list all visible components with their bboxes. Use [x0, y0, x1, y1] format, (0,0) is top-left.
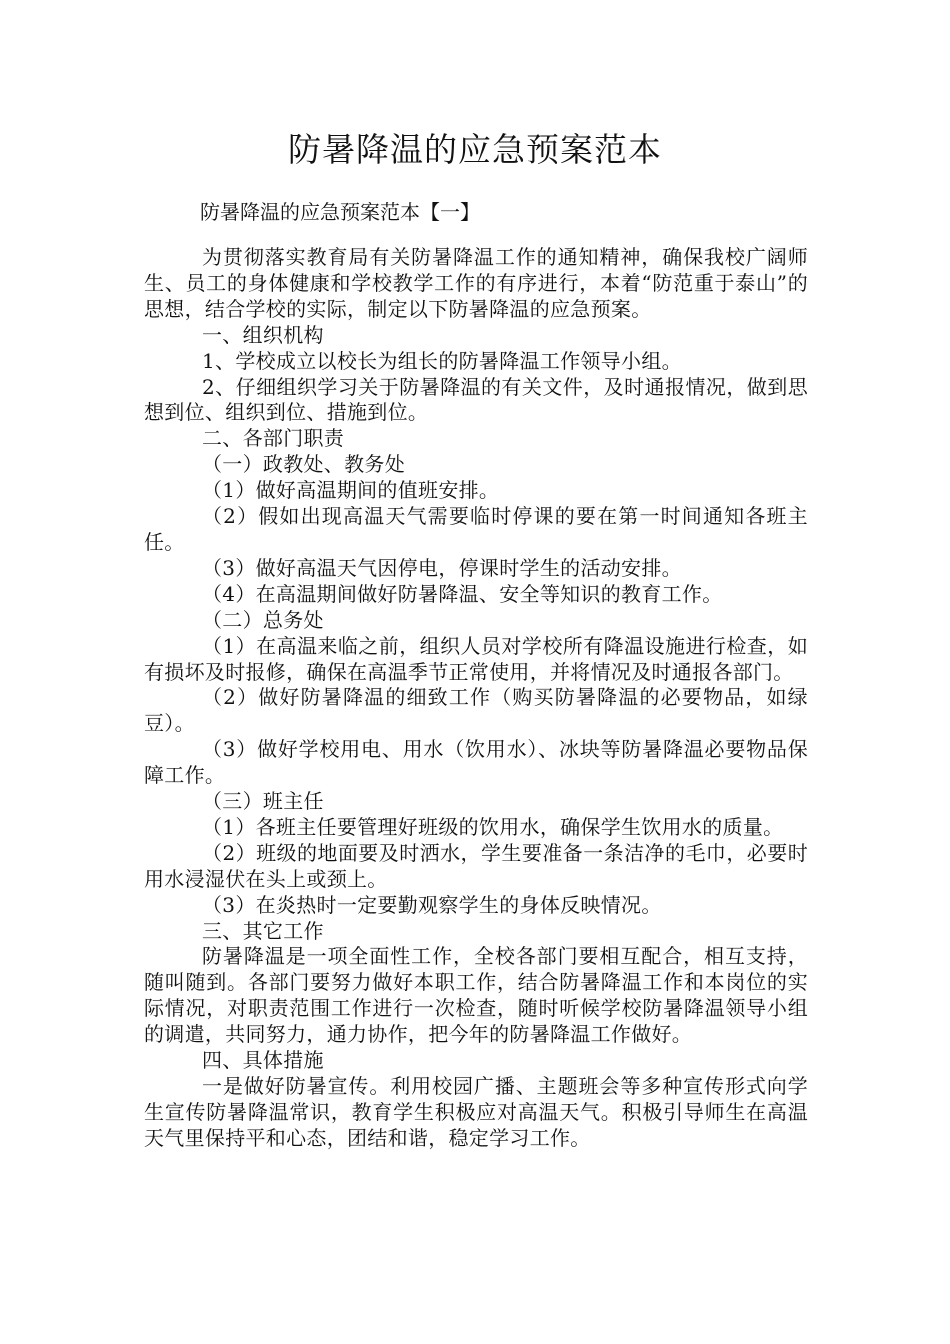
paragraph: 1、学校成立以校长为组长的防暑降温工作领导小组。: [202, 348, 682, 373]
paragraph: （1）各班主任要管理好班级的饮用水，确保学生饮用水的质量。: [202, 814, 784, 839]
subsection-heading: （二）总务处: [202, 607, 324, 632]
paragraph: （1）做好高温期间的值班安排。: [202, 478, 500, 503]
paragraph: 为贯彻落实教育局有关防暑降温工作的通知精神，确保我校广阔师生、员工的身体健康和学校教学工作的有序进行，本着“防范重于泰山”的思想，结合学校的实际，制定以下防暑降温的应急预案。: [144, 245, 808, 321]
paragraph: （1）在高温来临之前，组织人员对学校所有降温设施进行检查，如有损坏及时报修，确保在高温季节正常使用，并将情况及时通报各部门。: [144, 633, 808, 684]
paragraph: （4）在高温期间做好防暑降温、安全等知识的教育工作。: [202, 581, 723, 606]
paragraph: 2、仔细组织学习关于防暑降温的有关文件，及时通报情况，做到思想到位、组织到位、措施到位。: [144, 374, 808, 425]
paragraph: （3）在炎热时一定要勤观察学生的身体反映情况。: [202, 892, 662, 917]
paragraph: （2）班级的地面要及时洒水，学生要准备一条洁净的毛巾，必要时用水浸湿伏在头上或颈上。: [144, 840, 808, 891]
document-body: [144, 245, 808, 1152]
subsection-heading: （三）班主任: [202, 789, 324, 814]
section-heading: 二、各部门职责: [202, 426, 345, 451]
document-title: 防暑降温的应急预案范本: [288, 130, 662, 169]
paragraph: （3）做好学校用电、用水（饮用水）、冰块等防暑降温必要物品保障工作。: [144, 737, 808, 788]
section-heading: 三、其它工作: [202, 918, 324, 943]
paragraph: （2）假如出现高温天气需要临时停课的要在第一时间通知各班主任。: [144, 504, 808, 554]
paragraph: 防暑降温是一项全面性工作，全校各部门要相互配合，相互支持，随叫随到。各部门要努力做好本职工作，结合防暑降温工作和本岗位的实际情况，对职责范围工作进行一次检查，随时听候学校防暑降温领导小组的调遣，共同努力，通力协作，把今年的防暑降温工作做好。: [144, 944, 808, 1047]
paragraph: 一是做好防暑宣传。利用校园广播、主题班会等多种宣传形式向学生宣传防暑降温常识，教育学生积极应对高温天气。积极引导师生在高温天气里保持平和心态，团结和谐，稳定学习工作。: [144, 1074, 808, 1150]
paragraph: （3）做好高温天气因停电，停课时学生的活动安排。: [202, 555, 682, 580]
section-heading: 四、具体措施: [202, 1048, 324, 1073]
document-subtitle: 防暑降温的应急预案范本【一】: [200, 200, 480, 224]
section-heading: 一、组织机构: [202, 322, 324, 347]
subsection-heading: （一）政教处、教务处: [202, 452, 405, 477]
paragraph: （2）做好防暑降温的细致工作（购买防暑降温的必要物品，如绿豆）。: [144, 685, 808, 736]
